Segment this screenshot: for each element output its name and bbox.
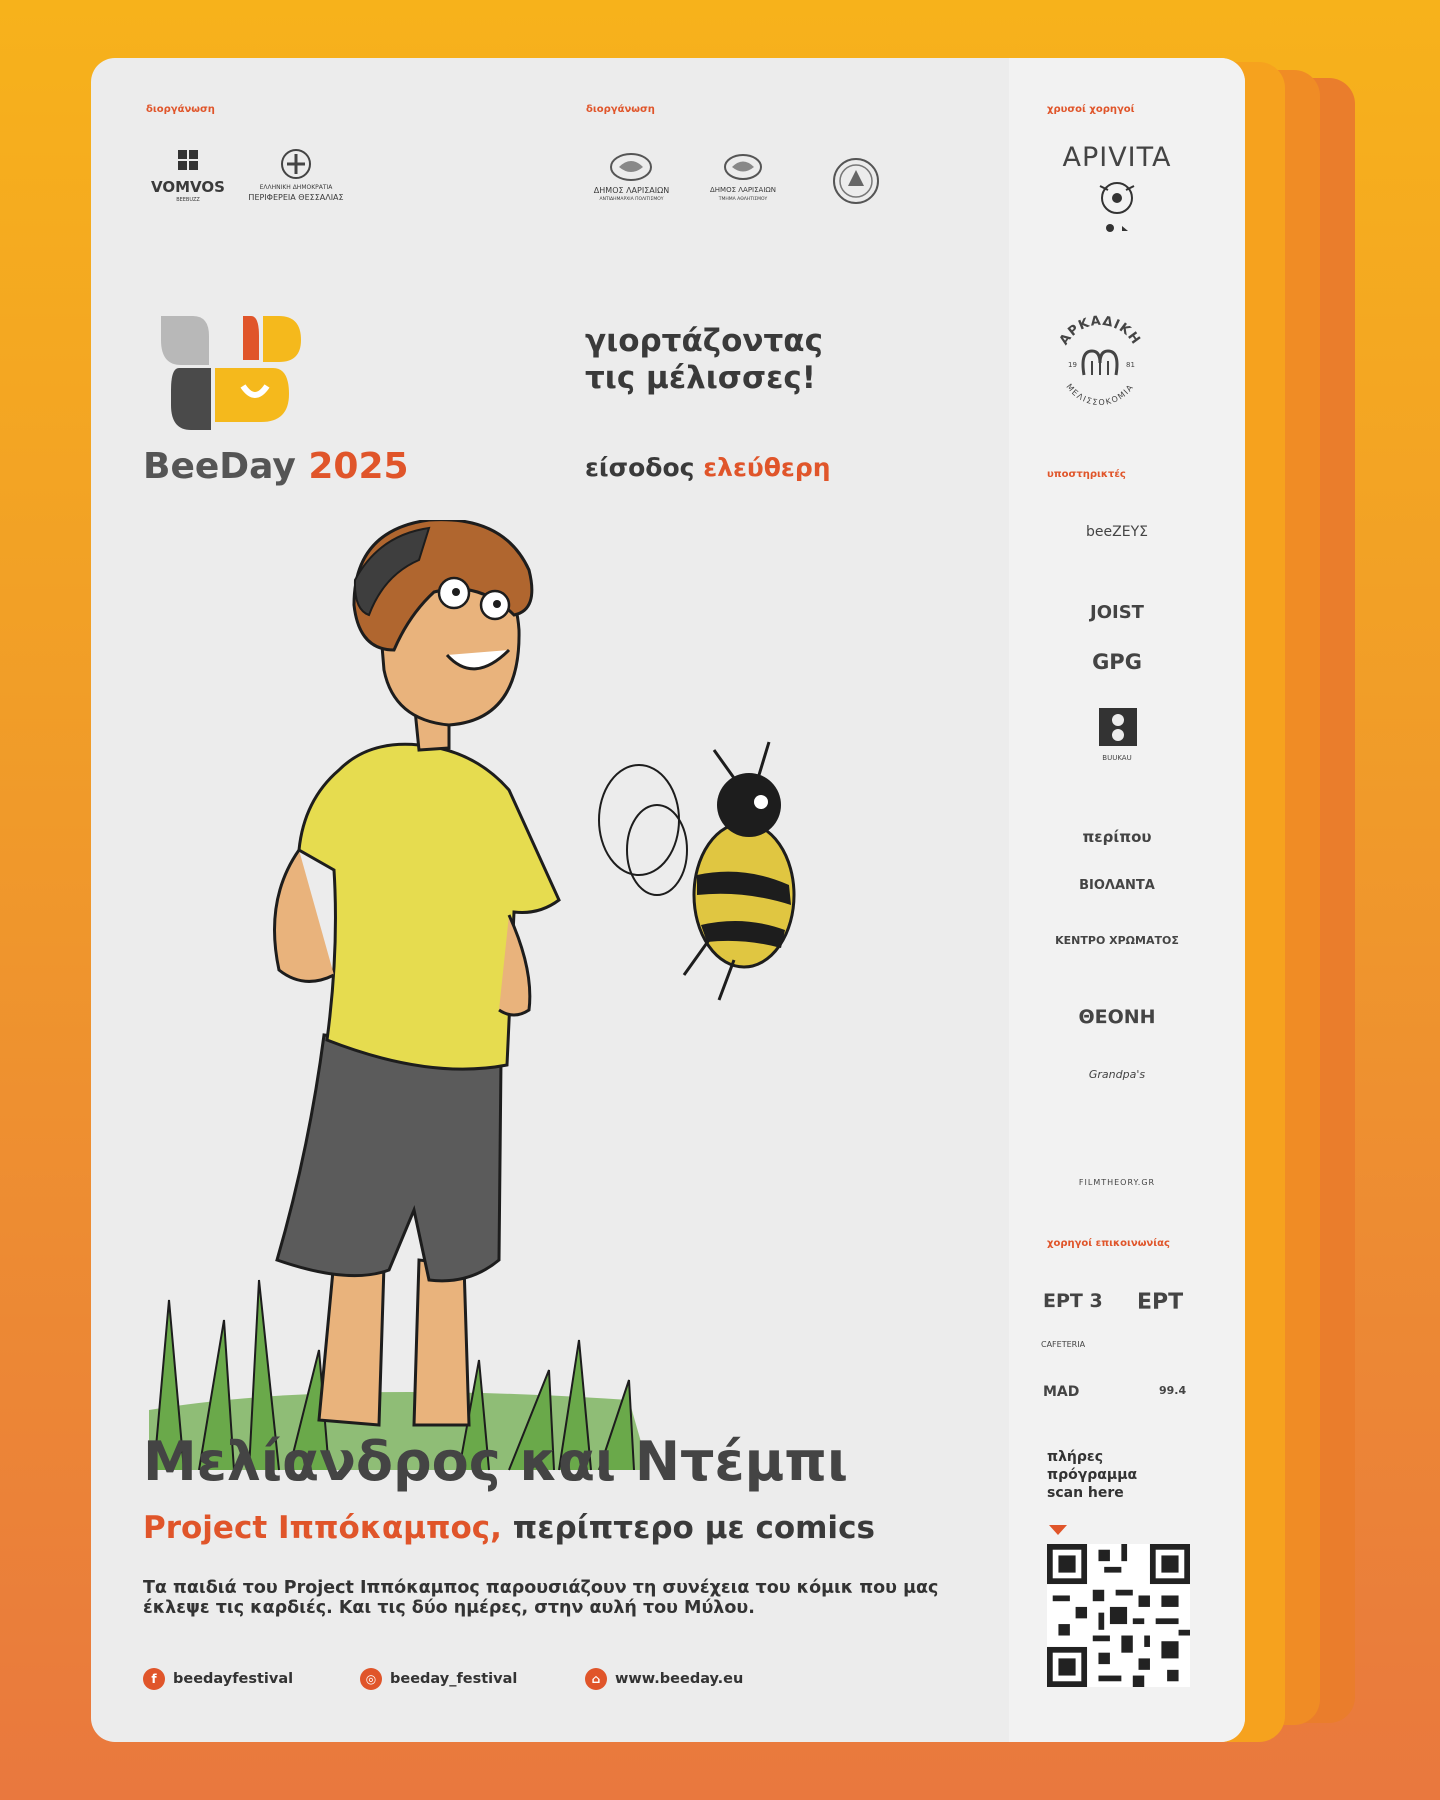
svg-text:81: 81 <box>1126 361 1135 369</box>
seal-icon <box>831 156 881 206</box>
qr-line-3: scan here <box>1047 1485 1124 1501</box>
organizer-label: διοργάνωση <box>146 104 215 115</box>
beeday-title <box>143 446 409 487</box>
tagline <box>585 323 823 397</box>
home-icon: ⌂ <box>585 1668 607 1690</box>
gold-sponsors-label: χρυσοί χορηγοί <box>1047 104 1135 115</box>
organizer-label-2: διοργάνωση <box>586 104 655 115</box>
facebook-icon: f <box>143 1668 165 1690</box>
tagline-line-1: γιορτάζοντας <box>585 323 823 359</box>
subtitle-highlight: Project Ιππόκαμπος, <box>143 1510 502 1546</box>
larisa-emblem-icon-2 <box>703 150 783 184</box>
larisa-emblem-icon <box>584 150 679 184</box>
supporters-label: υποστηρικτές <box>1047 469 1126 480</box>
qr-caption <box>1047 1448 1137 1502</box>
supporter-buukau: BUUKAU <box>1102 754 1132 762</box>
supporter-biolanta: ΒΙΟΛΑΝΤΑ <box>1079 878 1155 893</box>
media-sponsors-label: χορηγοί επικοινωνίας <box>1047 1238 1170 1249</box>
vomvos-logo: VOMVOS BEEBUZZ <box>143 148 233 208</box>
entry-value: ελεύθερη <box>703 453 831 482</box>
supporter-joist: JOIST <box>1090 602 1144 623</box>
website-url: www.beeday.eu <box>615 1671 744 1687</box>
qr-line-1: πλήρες <box>1047 1449 1104 1465</box>
beeday-name: BeeDay <box>143 446 296 487</box>
media-radio: 99.4 <box>1159 1384 1187 1397</box>
description: Τα παιδιά του Project Ιππόκαμπος παρουσιάζουν τη συνέχεια του κόμικ που μας έκλεψε τις καρδιές. Και τις δύο ημέρες, στην αυλή του Μύλου. <box>143 1578 939 1618</box>
media-ert3: ΕΡΤ 3 <box>1043 1290 1103 1312</box>
subtitle-rest: περίπτερο με comics <box>501 1510 875 1546</box>
supporter-kentro-xromatos: ΚΕΝΤΡΟ ΧΡΩΜΑΤΟΣ <box>1055 934 1179 947</box>
larisa-sports-logo: ΔΗΜΟΣ ΛΑΡΙΣΑΙΩΝ ΤΜΗΜΑ ΑΘΛΗΤΙΣΜΟΥ <box>703 150 783 210</box>
entry-info <box>585 453 831 482</box>
instagram-icon: ◎ <box>360 1668 382 1690</box>
larisa-culture-logo: ΔΗΜΟΣ ΛΑΡΙΣΑΙΩΝ ΑΝΤΙΔΗΜΑΡΧΙΑ ΠΟΛΙΤΙΣΜΟΥ <box>584 150 679 210</box>
qr-code[interactable] <box>1047 1544 1190 1687</box>
media-mad: MAD <box>1043 1384 1080 1400</box>
media-cafeteria: CAFETERIA <box>1041 1340 1086 1349</box>
thessaly-logo: ΕΛΛΗΝΙΚΗ ΔΗΜΟΚΡΑΤΙΑ ΠΕΡΙΦΕΡΕΙΑ ΘΕΣΣΑΛΙΑΣ <box>241 148 351 213</box>
greek-emblem-icon <box>241 148 351 180</box>
instagram-link[interactable] <box>360 1668 517 1690</box>
main-title: Μελίανδρος και Ντέμπι <box>143 1430 849 1493</box>
apivita-bee-icon <box>1094 176 1140 234</box>
supporter-filmtheory: FILMTHEORY.GR <box>1078 1178 1156 1187</box>
svg-text:ΑΡΚΑΔΙΚΗ: ΑΡΚΑΔΙΚΗ <box>1056 313 1144 348</box>
beeday-logo-icon <box>151 310 331 445</box>
media-ert: ΕΡΤ <box>1137 1290 1184 1315</box>
down-arrow-icon <box>1049 1525 1067 1535</box>
poster-card <box>91 58 1245 1742</box>
supporter-beezeys: beeZEYΣ <box>1086 524 1148 540</box>
comic-illustration <box>129 520 949 1482</box>
arkadiki-badge <box>1050 303 1150 423</box>
vomvos-icon <box>143 148 233 180</box>
svg-text:ΜΕΛΙΣΣΟΚΟΜΙΑ: ΜΕΛΙΣΣΟΚΟΜΙΑ <box>1064 382 1136 408</box>
svg-text:19: 19 <box>1068 361 1077 369</box>
beeday-year: 2025 <box>308 446 409 487</box>
qr-line-2: πρόγραμμα <box>1047 1467 1138 1483</box>
supporter-gpg: GPG <box>1092 650 1142 674</box>
supporter-grandpas: Grandpa's <box>1088 1068 1146 1081</box>
instagram-handle: beeday_festival <box>390 1671 518 1687</box>
facebook-link[interactable] <box>143 1668 293 1690</box>
bee-icon <box>599 742 794 1000</box>
apivita-logo: APIVITA <box>1062 142 1172 173</box>
subtitle <box>143 1510 875 1546</box>
website-link[interactable] <box>585 1668 743 1690</box>
supporter-theoni: ΘΕΟΝΗ <box>1078 1006 1156 1028</box>
tagline-line-2: τις μέλισσες! <box>585 360 816 396</box>
facebook-handle: beedayfestival <box>173 1671 294 1687</box>
entry-label: είσοδος <box>585 453 695 482</box>
buukau-icon <box>1097 706 1139 756</box>
supporter-peripou: περίπου <box>1082 828 1152 846</box>
